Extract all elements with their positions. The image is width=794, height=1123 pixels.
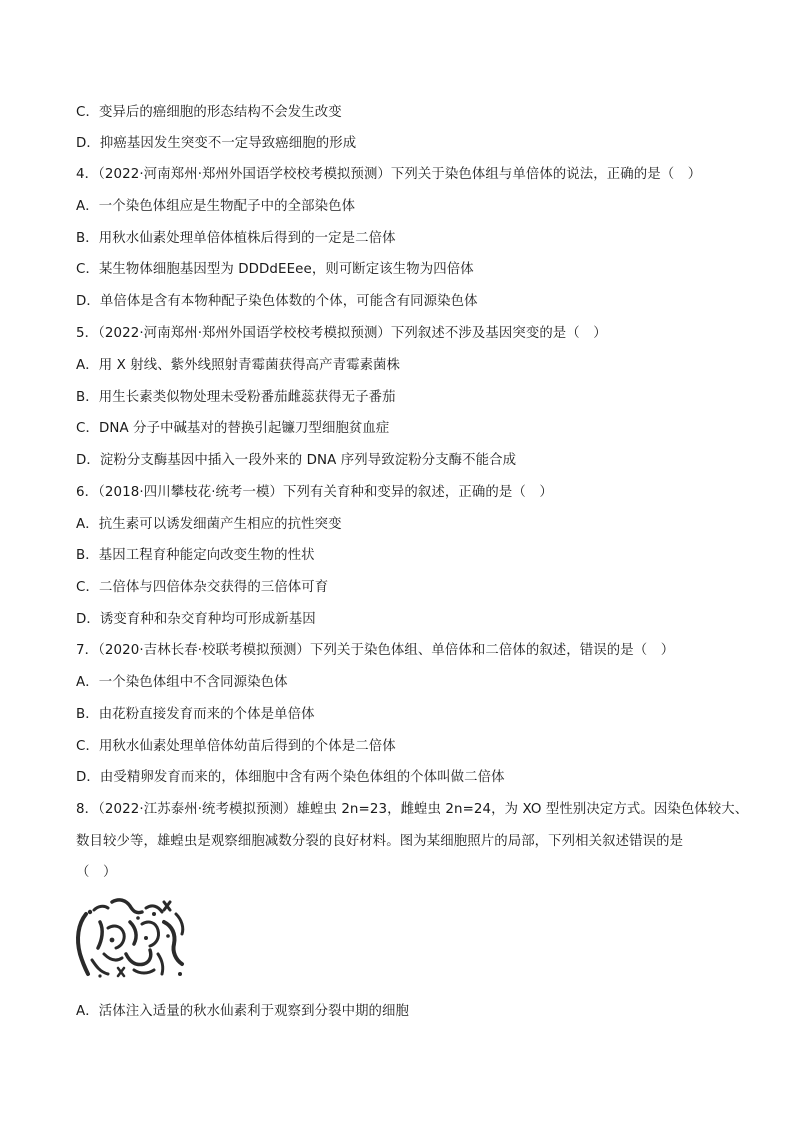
option-4c: C．某生物体细胞基因型为 DDDdEEee，则可断定该生物为四倍体 — [76, 262, 474, 277]
option-4b: B．用秋水仙素处理单倍体植株后得到的一定是二倍体 — [76, 231, 396, 246]
option-5a: A．用 X 射线、紫外线照射青霉菌获得高产青霉素菌株 — [76, 358, 401, 373]
question-8-stem-continued: 数目较少等，雄蝗虫是观察细胞减数分裂的良好材料。图为某细胞照片的局部，下列相关叙述错误的是 — [76, 834, 684, 849]
question-5-stem: 5．（2022·河南郑州·郑州外国语学校校考模拟预测）下列叙述不涉及基因突变的是（ ） — [76, 326, 607, 341]
option-5d: D．淀粉分支酶基因中插入一段外来的 DNA 序列导致淀粉分支酶不能合成 — [76, 453, 517, 468]
chromosome-micrograph — [64, 884, 196, 988]
option-7c: C．用秋水仙素处理单倍体幼苗后得到的个体是二倍体 — [76, 739, 396, 754]
question-8-answer-blank: （ ） — [76, 865, 117, 880]
option-6d: D．诱变育种和杂交育种均可形成新基因 — [76, 612, 316, 627]
option-4a: A．一个染色体组应是生物配子中的全部染色体 — [76, 199, 356, 214]
option-4d: D．单倍体是含有本物种配子染色体数的个体，可能含有同源染色体 — [76, 294, 478, 309]
question-4-stem: 4．（2022·河南郑州·郑州外国语学校校考模拟预测）下列关于染色体组与单倍体的说法，正确的是（ ） — [76, 167, 702, 182]
option-8a: A．活体注入适量的秋水仙素利于观察到分裂中期的细胞 — [76, 1004, 410, 1019]
question-8-stem: 8．（2022·江苏泰州·统考模拟预测）雄蝗虫 2n=23，雌蝗虫 2n=24，为 XO 型性别决定方式。因染色体较大、 — [76, 802, 749, 817]
question-6-stem: 6．（2018·四川攀枝花·统考一模）下列有关育种和变异的叙述，正确的是（ ） — [76, 485, 553, 500]
option-7d: D．由受精卵发育而来的，体细胞中含有两个染色体组的个体叫做二倍体 — [76, 770, 505, 785]
option-5c: C．DNA 分子中碱基对的替换引起镰刀型细胞贫血症 — [76, 421, 390, 436]
option-3c: C．变异后的癌细胞的形态结构不会发生改变 — [76, 105, 342, 120]
option-6c: C．二倍体与四倍体杂交获得的三倍体可育 — [76, 580, 329, 595]
option-5b: B．用生长素类似物处理未受粉番茄雌蕊获得无子番茄 — [76, 390, 396, 405]
option-7a: A．一个染色体组中不含同源染色体 — [76, 675, 288, 690]
option-6b: B．基因工程育种能定向改变生物的性状 — [76, 548, 315, 563]
option-3d: D．抑癌基因发生突变不一定导致癌细胞的形成 — [76, 136, 357, 151]
question-7-stem: 7．（2020·吉林长春·校联考模拟预测）下列关于染色体组、单倍体和二倍体的叙述，错误的是（ ） — [76, 643, 675, 658]
option-6a: A．抗生素可以诱发细菌产生相应的抗性突变 — [76, 517, 342, 532]
option-7b: B．由花粉直接发育而来的个体是单倍体 — [76, 707, 315, 722]
